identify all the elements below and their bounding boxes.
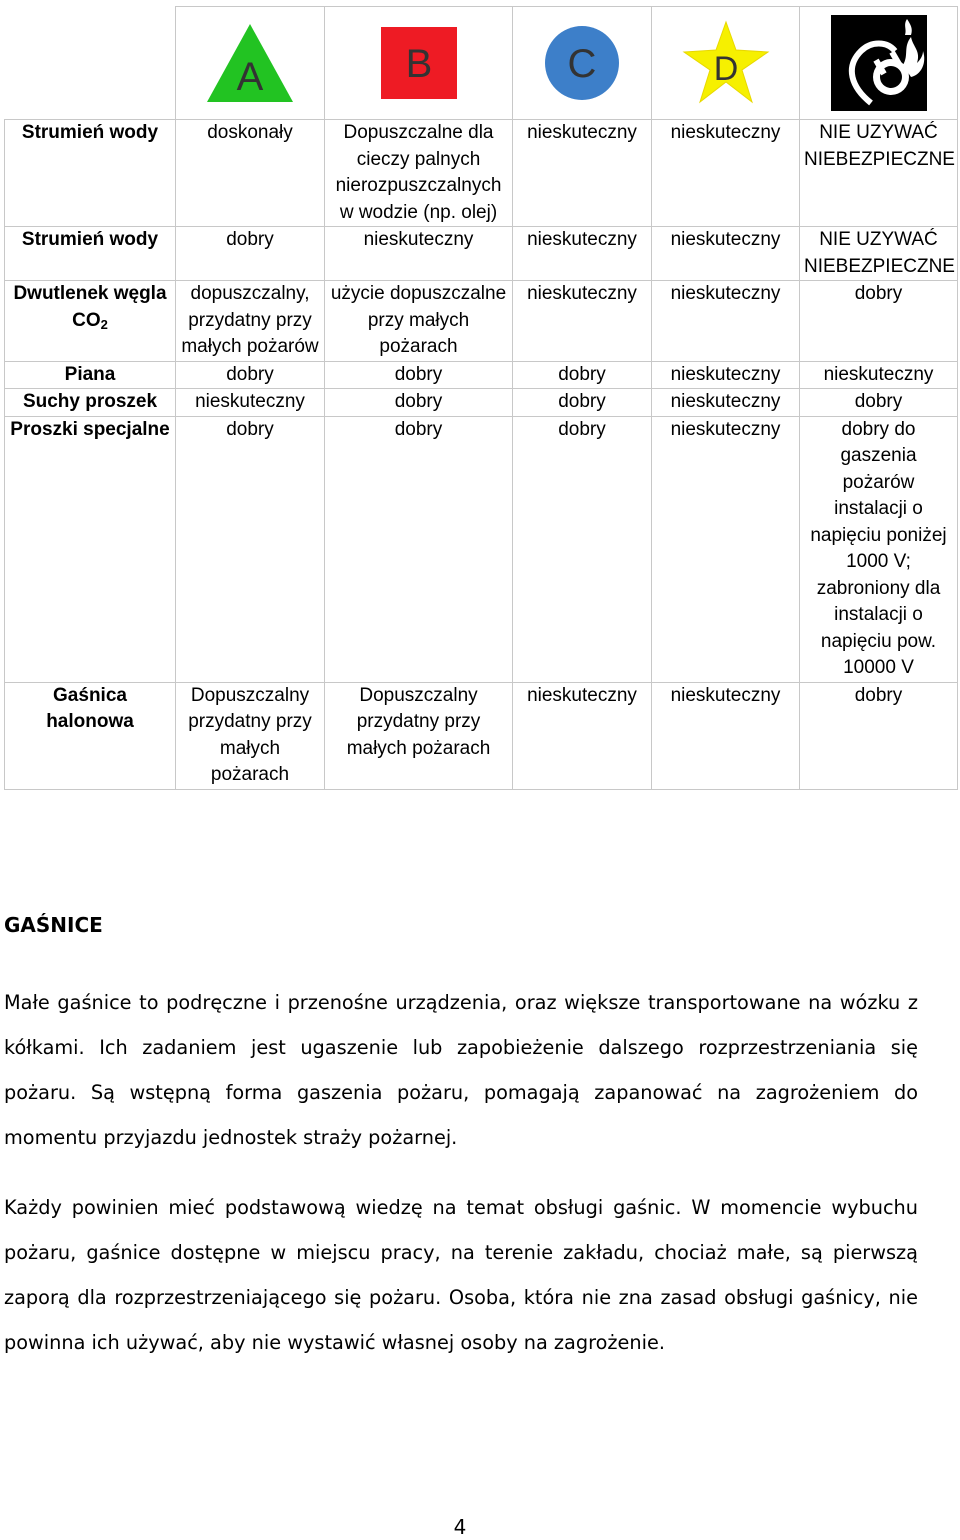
fire-class-header-row (5, 7, 958, 120)
section-heading: GAŚNICE (4, 913, 103, 937)
svg-text:B: B (405, 42, 432, 86)
table-row (5, 389, 958, 417)
row-label: Piana (5, 361, 176, 389)
table-cell: nieskuteczny (513, 227, 652, 281)
table-cell: doskonały (176, 120, 325, 227)
extinguishing-agents-table (4, 6, 958, 790)
paragraph: Każdy powinien mieć podstawową wiedzę na temat obsługi gaśnic. W momencie wybuchu pożaru, gaśnice dostępne w miejscu pracy, na terenie zakładu, chociaż małe, są pierwszą zaporą dla rozprzestrzeniającego się pożaru. Osoba, która nie zna zasad obsługi gaśnicy, nie powinna ich używać, aby nie wystawić własnej osoby na zagrożenie. (4, 1196, 918, 1354)
class-a-triangle-icon (205, 22, 295, 104)
table-cell: nieskuteczny (176, 389, 325, 417)
subscript-2: 2 (100, 316, 108, 332)
table-row (5, 361, 958, 389)
table-cell: Dopuszczalny przydatny przy małych pożarach (325, 682, 513, 789)
electrical-plug-fire-icon (831, 15, 927, 111)
header-class-d (652, 7, 800, 120)
row-label (5, 281, 176, 362)
svg-text:A: A (236, 55, 264, 99)
table-row (5, 416, 958, 682)
table-cell: nieskuteczny (652, 682, 800, 789)
table-cell: dobry (176, 361, 325, 389)
table-row (5, 227, 958, 281)
table-cell: dobry (325, 361, 513, 389)
row-label-text: Dwutlenek węgla CO (13, 283, 167, 331)
table-cell: nieskuteczny (652, 416, 800, 682)
table-cell: dobry (800, 281, 958, 362)
table-cell: NIE UZYWAĆ NIEBEZPIECZNE (800, 120, 958, 227)
table-cell: nieskuteczny (513, 682, 652, 789)
header-class-c (513, 7, 652, 120)
header-class-electrical (800, 7, 958, 120)
table-cell: użycie dopuszczalne przy małych pożarach (325, 281, 513, 362)
table-row (5, 682, 958, 789)
table-cell: dobry (325, 389, 513, 417)
table-cell: dobry (513, 416, 652, 682)
table-cell: dobry (176, 227, 325, 281)
table-cell: dobry (513, 389, 652, 417)
table-cell: Dopuszczalny przydatny przy małych pożarach (176, 682, 325, 789)
table-row (5, 281, 958, 362)
table-cell: nieskuteczny (652, 361, 800, 389)
row-label: Strumień wody (5, 120, 176, 227)
table-cell: nieskuteczny (652, 281, 800, 362)
table-cell: nieskuteczny (652, 227, 800, 281)
table-cell: nieskuteczny (800, 361, 958, 389)
extinguishers-section (4, 910, 918, 1365)
table-cell: dobry (325, 416, 513, 682)
table-row (5, 120, 958, 227)
table-cell: dobry (800, 682, 958, 789)
paragraph: Małe gaśnice to podręczne i przenośne urządzenia, oraz większe transportowane na wózku z kółkami. Ich zadaniem jest ugaszenie lub zapobieżenie dalszego rozprzestrzeniania się pożaru. Są wstępną forma gaszenia pożaru, pomagają zapanować na zagrożeniem do momentu przyjazdu jednostek straży pożarnej. (4, 991, 918, 1149)
row-label: Suchy proszek (5, 389, 176, 417)
table-cell: dobry (513, 361, 652, 389)
table-cell: dobry (800, 389, 958, 417)
svg-text:D: D (713, 50, 738, 88)
header-class-a (176, 7, 325, 120)
row-label: Gaśnica halonowa (5, 682, 176, 789)
table-cell: nieskuteczny (325, 227, 513, 281)
table-cell: dopuszczalny, przydatny przy małych pożarów (176, 281, 325, 362)
class-c-circle-icon (542, 23, 622, 103)
table-cell: nieskuteczny (652, 389, 800, 417)
row-label: Proszki specjalne (5, 416, 176, 682)
svg-text:C: C (567, 42, 597, 86)
class-b-square-icon (379, 25, 459, 101)
table-cell: dobry (176, 416, 325, 682)
table-cell: nieskuteczny (652, 120, 800, 227)
header-blank-cell (5, 7, 176, 120)
page-number: 4 (453, 1515, 467, 1539)
table-cell: dobry do gaszenia pożarów instalacji o napięciu poniżej 1000 V; zabroniony dla instalacji o napięciu pow. 10000 V (800, 416, 958, 682)
table-cell: NIE UZYWAĆ NIEBEZPIECZNE (800, 227, 958, 281)
table-cell: nieskuteczny (513, 281, 652, 362)
header-class-b (325, 7, 513, 120)
table-cell: Dopuszczalne dla cieczy palnych nierozpuszczalnych w wodzie (np. olej) (325, 120, 513, 227)
table-cell: nieskuteczny (513, 120, 652, 227)
class-d-star-icon (682, 20, 770, 106)
row-label: Strumień wody (5, 227, 176, 281)
